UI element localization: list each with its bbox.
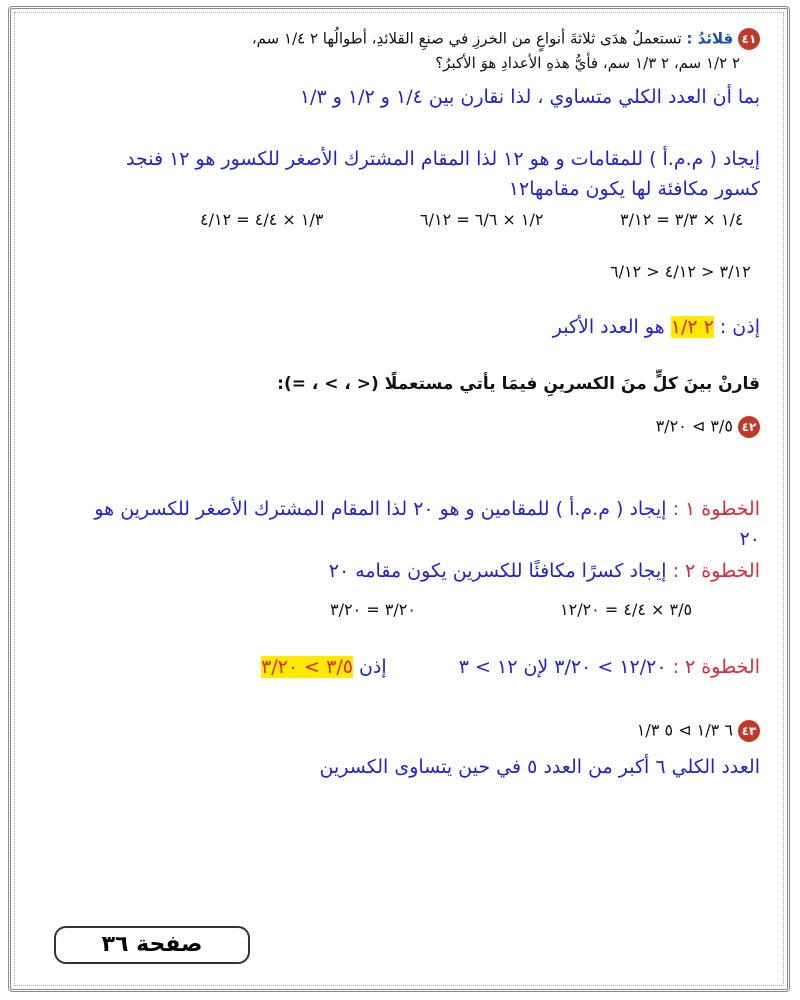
result-41 — [40, 316, 760, 338]
instruction: قارنْ بينَ كلٍّ منَ الكسرينِ فيمَا يأتي مستعملًا (< ، > ، =): — [277, 374, 760, 394]
step-1-label: الخطوة ١ : — [672, 498, 760, 520]
result-value: ٢ ١/٢ — [670, 316, 714, 338]
question-43-expression: ٦ ١/٣ ⊳ ٥ ١/٣ — [636, 720, 733, 740]
step-3-text: ١٢/٢٠ > ٣/٢٠ لإن ١٢ > ٣ — [458, 656, 667, 678]
question-label: قلائدُ : — [686, 29, 734, 48]
solution-line-2: إيجاد ( م.م.أ ) للمقامات و هو ١٢ لذا المقام المشترك الأصغر للكسور هو ١٢ فنجد — [125, 148, 760, 170]
step-3-result: ٣/٥ > ٣/٢٠ — [261, 656, 353, 678]
question-text-1: تستعملُ هدَى ثلاثةَ أنواعٍ من الخرزِ في صنعِ القلائدِ، أطوالُها ٢ ١/٤ سم، — [251, 29, 682, 48]
step-2-equation-a: ٣/٥ × ٤/٤ = ١٢/٢٠ — [560, 600, 693, 619]
step-3-result-prefix: إذن — [358, 656, 387, 678]
step-3 — [40, 656, 760, 678]
page-number: صفحة ٣٦ — [54, 926, 250, 964]
step-1 — [40, 498, 760, 520]
step-2 — [40, 560, 760, 582]
question-43-answer: العدد الكلي ٦ أكبر من العدد ٥ في حين يتساوى الكسرين — [319, 756, 760, 778]
question-number-42: ٤٢ — [738, 416, 760, 438]
result-suffix: هو العدد الأكبر — [552, 316, 665, 338]
result-prefix: إذن : — [719, 316, 760, 338]
fraction-order: ٣/١٢ < ٤/١٢ < ٦/١٢ — [610, 262, 751, 281]
step-1-text: إيجاد ( م.م.أ ) للمقامين و هو ٢٠ لذا المقام المشترك الأصغر للكسرين هو — [94, 498, 667, 520]
equation-b: ١/٢ × ٦/٦ = ٦/١٢ — [420, 210, 544, 229]
solution-line-1: بما أن العدد الكلي متساوي ، لذا نقارن بين ١/٤ و ١/٢ و ١/٣ — [299, 86, 760, 108]
step-2-text: إيجاد كسرًا مكافئًا للكسرين يكون مقامه ٢٠ — [328, 560, 667, 582]
equation-c: ١/٣ × ٤/٤ = ٤/١٢ — [200, 210, 324, 229]
question-text-2: ٢ ١/٢ سم، ٢ ١/٣ سم، فأيُّ هذهِ الأعدادِ هوَ الأكبرُ؟ — [435, 54, 740, 72]
step-2-label: الخطوة ٢ : — [672, 560, 760, 582]
step-2-equation-b: ٣/٢٠ = ٣/٢٠ — [330, 600, 416, 619]
question-42 — [40, 416, 760, 438]
question-42-expression: ٣/٥ ⊳ ٣/٢٠ — [655, 416, 733, 436]
question-43 — [40, 720, 760, 742]
step-3-label: الخطوة ٢ : — [672, 656, 760, 678]
step-1-continued: ٢٠ — [739, 528, 760, 550]
equation-a: ١/٤ × ٣/٣ = ٣/١٢ — [620, 210, 744, 229]
question-number-41: ٤١ — [738, 28, 760, 50]
question-number-43: ٤٣ — [738, 720, 760, 742]
solution-line-3: كسور مكافئة لها يكون مقامها١٢ — [508, 178, 760, 200]
question-41 — [40, 28, 760, 50]
